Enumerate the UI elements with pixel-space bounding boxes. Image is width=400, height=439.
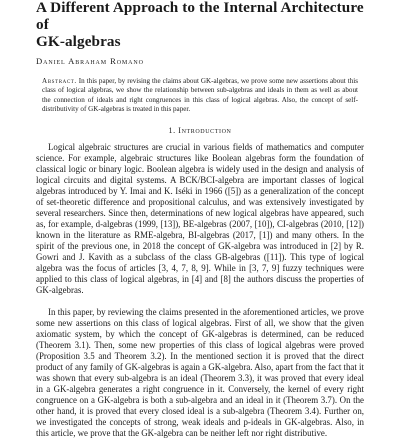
- section-heading-introduction: 1. Introduction: [168, 126, 232, 136]
- abstract-label: Abstract.: [42, 77, 77, 85]
- author-name: Daniel Abraham Romano: [36, 56, 144, 66]
- body-paragraph: Logical algebraic structures are crucial in various fields of mathematics and computer science. For example, algebraic structures like Boolean algebras form the foundation of classical logic or binary logic. Boolean algebra is widely used in the design and analysis of logical circuits and digital systems. A BCK/BCI-algebra are important classes of logical algebras introduced by Y. Imai and K. Iséki in 1966 ([5]) as a generalization of the concept of set-theoretic difference and propositional calculus, and was extensively investigated by several researchers. Since then, determinations of new logical algebras have appeared, such as, for example, d-algebras (1999, [13]), BE-algebras (2007, [10]), CI-algebras (2010, [12]) known in the literature as RME-algebra, BI-algebras (2017, [1]) and many others. In the spirit of the previous one, in 2018 the concept of GK-algebra was introduced in [2] by R. Gowri and J. Kavith as a subclass of the class GB-algebras ([11]). This type of logical algebra was the focus of articles [3, 4, 7, 8, 9]. While in [3, 7, 9] fuzzy techniques were applied to this class of logical algebras, in [4] and [8] the authors discuss the properties of GK-algebras.: [36, 142, 364, 296]
- title-line-1: A Different Approach to the Internal Architecture of: [36, 0, 364, 33]
- body-paragraph: In this paper, by reviewing the claims presented in the aforementioned articles, we prove some new assertions on this class of logical algebras. First of all, we show that the given axiomatic system, by which the concept of GK-algebras is determined, can be reduced (Theorem 3.1). Then, some new properties of this class of logical algebras were proved (Proposition 3.5 and Theorem 3.2). In the mentioned section it is proved that the direct product of any family of GK-algebras is again a GK-algebra. Also, apart from the fact that it was shown that every sub-algebra is an ideal (Theorem 3.3), it was proved that every ideal in a GK-algebra generates a right congruence in it. Conversely, the kernel of every right congruence on a GK-algebra is both a sub-algebra and an ideal in it (Theorem 3.7). On the other hand, it is proved that every closed ideal is a sub-algebra (Theorem 3.4). Further on, we investigated the concepts of strong, weak ideals and p-ideals in GK-algebras. Also, in this article, we prove that the GK-algebra can be neither left nor right distributive.: [36, 307, 364, 439]
- paper-title: [36, 0, 364, 50]
- abstract-text: In this paper, by revising the claims about GK-algebras, we prove some new assertions about this class of logical algebras, we show the relationship between sub-algebras and ideals in them as well as about the connection of ideals and right congruences in this class of logical algebras. Also, the concept of self-distributivity of GK-algebras is treated in this paper.: [42, 77, 358, 113]
- title-line-2: GK-algebras: [36, 33, 121, 50]
- abstract: [42, 77, 358, 114]
